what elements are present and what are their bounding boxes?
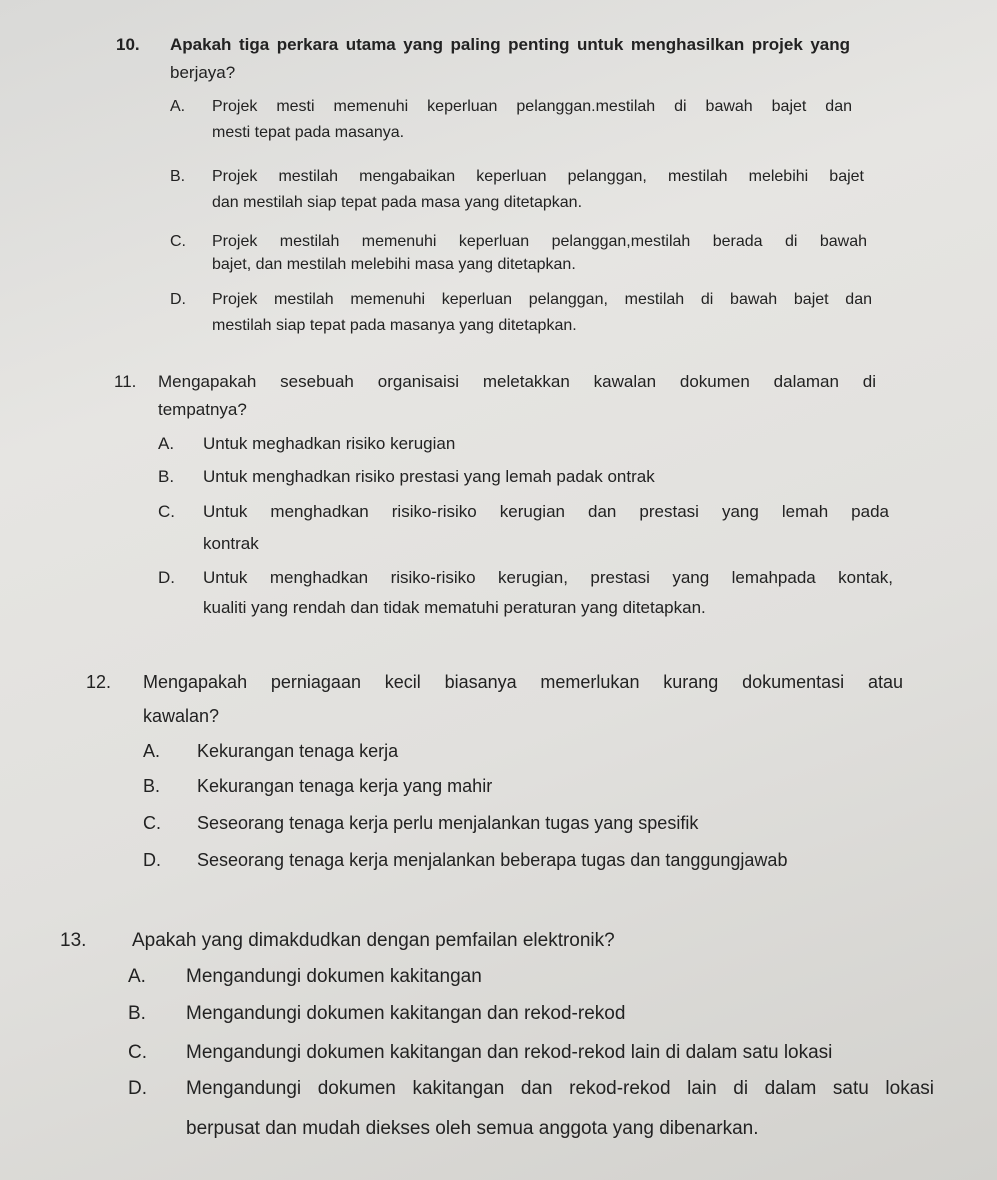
option-letter: A. [158,434,175,453]
option-line: mestilah siap tepat pada masanya yang ditetapkan. [212,317,577,334]
option-letter: C. [158,502,175,521]
question-stem-line: Mengapakah sesebuah organisaisi meletakkan kawalan dokumen dalaman di [158,372,876,391]
option-letter: B. [128,1003,146,1024]
option-line: Kekurangan tenaga kerja yang mahir [197,776,493,796]
option-letter: B. [143,776,161,796]
option-line: kontrak [203,534,259,553]
option-letter: A. [170,98,186,115]
option-line: Mengandungi dokumen kakitangan dan rekod-rekod lain di dalam satu lokasi [186,1078,934,1099]
option-line: Untuk menghadkan risiko-risiko kerugian dan prestasi yang lemah pada [203,502,889,521]
option-line: kualiti yang rendah dan tidak mematuhi peraturan yang ditetapkan. [203,598,706,617]
option-line: Mengandungi dokumen kakitangan dan rekod-rekod [186,1003,626,1024]
option-line: bajet, dan mestilah melebihi masa yang ditetapkan. [212,256,576,273]
question-stem-line: kawalan? [143,706,220,726]
option-line: Seseorang tenaga kerja perlu menjalankan tugas yang spesifik [197,813,699,833]
question-number: 11. [114,372,137,391]
option-letter: D. [128,1078,147,1099]
option-letter: C. [128,1042,147,1063]
option-line: Projek mestilah memenuhi keperluan pelanggan,mestilah berada di bawah [212,233,867,250]
option-letter: C. [170,233,186,250]
question-stem-line: berjaya? [170,63,236,82]
option-line: berpusat dan mudah diekses oleh semua anggota yang dibenarkan. [186,1118,759,1139]
question-stem-line: Mengapakah perniagaan kecil biasanya memerlukan kurang dokumentasi atau [143,672,903,692]
option-line: dan mestilah siap tepat pada masa yang ditetapkan. [212,194,583,211]
option-letter: B. [158,467,175,486]
option-letter: D. [143,850,161,870]
option-line: Mengandungi dokumen kakitangan dan rekod-rekod lain di dalam satu lokasi [186,1042,833,1063]
option-line: Projek mestilah mengabaikan keperluan pelanggan, mestilah melebihi bajet [212,168,864,185]
question-number: 12. [86,672,112,692]
option-letter: B. [170,168,186,185]
option-letter: C. [143,813,161,833]
option-letter: D. [170,291,186,308]
question-stem-line: Apakah yang dimakdudkan dengan pemfailan elektronik? [132,930,615,951]
option-letter: D. [158,568,175,587]
option-letter: A. [128,966,146,987]
option-line: Projek mesti memenuhi keperluan pelanggan.mestilah di bawah bajet dan [212,98,852,115]
option-line: Kekurangan tenaga kerja [197,741,399,761]
option-line: Untuk menghadkan risiko-risiko kerugian, prestasi yang lemahpada kontak, [203,568,893,587]
question-number: 10. [116,35,140,54]
question-number: 13. [60,930,87,951]
option-line: Seseorang tenaga kerja menjalankan beberapa tugas dan tanggungjawab [197,850,788,870]
option-line: Untuk meghadkan risiko kerugian [203,434,456,453]
option-line: Mengandungi dokumen kakitangan [186,966,482,987]
option-line: Projek mestilah memenuhi keperluan pelanggan, mestilah di bawah bajet dan [212,291,872,308]
option-line: mesti tepat pada masanya. [212,124,405,141]
option-letter: A. [143,741,161,761]
question-stem-line: Apakah tiga perkara utama yang paling penting untuk menghasilkan projek yang [170,35,850,54]
question-stem-line: tempatnya? [158,400,247,419]
option-line: Untuk menghadkan risiko prestasi yang lemah padak ontrak [203,467,655,486]
